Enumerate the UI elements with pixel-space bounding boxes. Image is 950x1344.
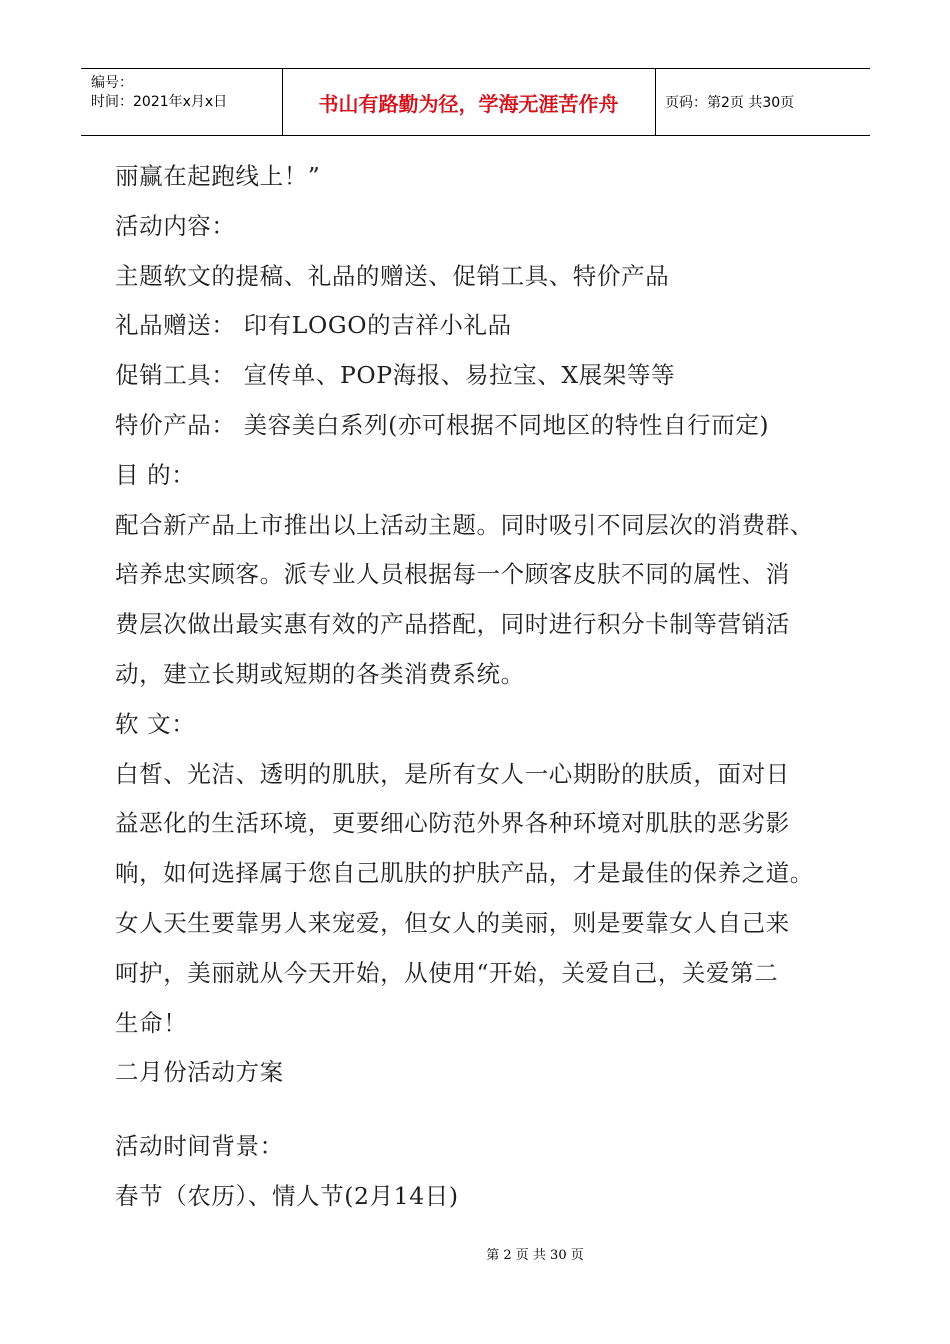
- header-page-info: [655, 69, 870, 135]
- header-meta: [81, 69, 282, 135]
- paragraph-gap: [115, 1098, 855, 1122]
- body-line: 礼品赠送： 印有LOGO的吉祥小礼品: [115, 311, 512, 340]
- page-footer: 第 2 页 共 30 页: [486, 1248, 584, 1263]
- body-line: 培养忠实顾客。派专业人员根据每一个顾客皮肤不同的属性、消: [115, 560, 790, 589]
- section-heading-activity-time: 活动时间背景：: [115, 1132, 284, 1161]
- body-line: 丽赢在起跑线上！”: [115, 162, 321, 190]
- page-info-text: 页码：第2页 共30页: [665, 95, 795, 111]
- body-line: 春节（农历）、情人节(2月14日): [115, 1181, 459, 1210]
- body-line: 费层次做出最实惠有效的产品搭配，同时进行积分卡制等营销活: [115, 610, 790, 639]
- section-heading-soft-copy: 软 文：: [115, 709, 196, 738]
- body-line: 呵护，美丽就从今天开始，从使用“开始，关爱自己，关爱第二: [115, 958, 779, 987]
- body-line: 动，建立长期或短期的各类消费系统。: [115, 659, 525, 688]
- body-line: 特价产品： 美容美白系列(亦可根据不同地区的特性自行而定): [115, 410, 770, 439]
- body-line: 主题软文的提稿、礼品的赠送、促销工具、特价产品: [115, 261, 670, 290]
- document-number-label: 编号：: [91, 75, 133, 91]
- body-line: 益恶化的生活环境，更要细心防范外界各种环境对肌肤的恶劣影: [115, 809, 790, 838]
- page-header: [81, 68, 870, 136]
- body-line: 生命！: [115, 1008, 188, 1037]
- body-line: 促销工具： 宣传单、POP海报、易拉宝、X展架等等: [115, 361, 676, 390]
- body-line: 响，如何选择属于您自己肌肤的护肤产品，才是最佳的保养之道。: [115, 859, 814, 888]
- section-heading-purpose: 目 的：: [115, 460, 196, 489]
- document-date: 时间：2021年x月x日: [91, 94, 228, 110]
- body-line: 配合新产品上市推出以上活动主题。同时吸引不同层次的消费群、: [115, 510, 814, 539]
- document-body: [115, 152, 855, 1222]
- section-heading-february-plan: 二月份活动方案: [115, 1058, 284, 1087]
- body-line: 女人天生要靠男人来宠爱，但女人的美丽，则是要靠女人自己来: [115, 908, 790, 937]
- header-motto: 书山有路勤为径，学海无涯苦作舟: [318, 91, 619, 116]
- section-heading-activity-content: 活动内容：: [115, 211, 236, 240]
- body-line: 白皙、光洁、透明的肌肤，是所有女人一心期盼的肤质，面对日: [115, 759, 790, 788]
